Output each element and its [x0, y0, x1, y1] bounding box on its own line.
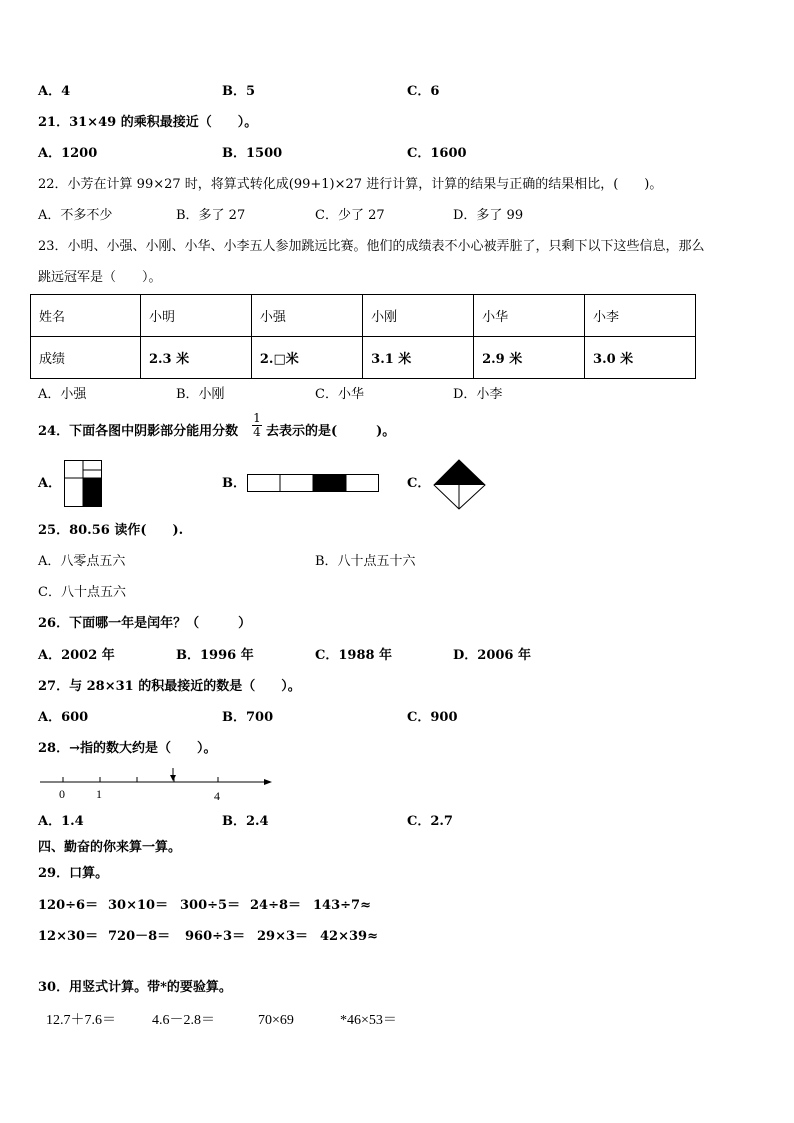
q22-option-b: B．多了 27: [176, 208, 246, 223]
q21-option-c: C．1600: [407, 146, 467, 161]
table-cell: 小明: [140, 295, 251, 337]
tick-label: 1: [96, 787, 102, 801]
q24-stem-after: 去表示的是( )。: [266, 424, 396, 439]
q21-option-b: B．1500: [222, 146, 283, 161]
q26-stem: 26．下面哪一年是闰年？（ ）: [38, 616, 252, 631]
q30-item: *46×53＝: [340, 1013, 397, 1028]
q27-option-a: A．600: [38, 710, 89, 725]
table-row: [31, 337, 696, 379]
q22-option-a: A．不多不少: [38, 208, 113, 223]
q22-stem: 22．小芳在计算 99×27 时，将算式转化成(99+1)×27 进行计算，计算的结果与正确的结果相比，( )。: [38, 177, 663, 192]
q29-stem: 29．口算。: [38, 866, 109, 881]
q30-stem: 30．用竖式计算。带*的要验算。: [38, 980, 232, 995]
q23-option-d: D．小李: [453, 387, 503, 402]
q26-option-c: C．1988 年: [315, 648, 393, 663]
q22-option-c: C．少了 27: [315, 208, 385, 223]
q24-option-a: A．: [38, 476, 62, 491]
q30-item: 12.7＋7.6＝: [46, 1013, 116, 1028]
number-line-arrowhead: [264, 779, 272, 785]
tick-label: 0: [59, 787, 65, 801]
fraction-denominator: 4: [253, 425, 261, 439]
number-line: [36, 766, 276, 804]
q20-option-a: A．4: [38, 84, 71, 99]
q20-option-b: B．5: [222, 84, 256, 99]
q20-option-c: C．6: [407, 84, 440, 99]
q27-option-c: C．900: [407, 710, 458, 725]
q29-item: 960÷3＝: [185, 929, 246, 944]
q25-option-b: B．八十点五十六: [315, 554, 416, 569]
table-row: [31, 295, 696, 337]
q29-item: 12×30＝: [38, 929, 99, 944]
tick-label: 4: [214, 789, 220, 803]
q26-option-b: B．1996 年: [176, 648, 254, 663]
q24-stem-before: 24．下面各图中阴影部分能用分数: [38, 424, 239, 439]
q24-option-b: B．: [222, 476, 246, 491]
figure-c-diamond: [433, 459, 487, 511]
q28-stem: 28．→指的数大约是（ ）。: [38, 741, 217, 756]
q25-stem: 25．80.56 读作( ).: [38, 523, 184, 538]
q29-item: 30×10＝: [108, 898, 169, 913]
fraction-numerator: 1: [253, 411, 261, 425]
q28-option-a: A．1.4: [38, 814, 84, 829]
figure-b-strip: [247, 474, 380, 493]
q26-option-d: D．2006 年: [453, 648, 531, 663]
q25-option-c: C．八十点五六: [38, 585, 126, 600]
table-cell: 3.0 米: [585, 337, 696, 379]
q21-option-a: A．1200: [38, 146, 98, 161]
table-cell: 2.3 米: [140, 337, 251, 379]
q27-stem: 27．与 28×31 的积最接近的数是（ ）。: [38, 679, 301, 694]
table-cell: 小强: [251, 295, 362, 337]
table-cell: 小李: [585, 295, 696, 337]
table-cell: 成绩: [31, 337, 141, 379]
q29-item: 720－8＝: [108, 929, 171, 944]
q29-item: 120÷6＝: [38, 898, 99, 913]
q30-item: 4.6－2.8＝: [152, 1013, 215, 1028]
q29-item: 29×3＝: [257, 929, 309, 944]
q23-option-c: C．小华: [315, 387, 364, 402]
q29-item: 24÷8＝: [250, 898, 302, 913]
table-cell: 小刚: [363, 295, 474, 337]
scores-table: [30, 294, 696, 379]
q23-stem-line2: 跳远冠军是（ ）。: [38, 270, 162, 285]
q21-stem: 21．31×49 的乘积最接近（ ）。: [38, 115, 258, 130]
table-cell: 3.1 米: [363, 337, 474, 379]
figure-a-grid: [64, 460, 104, 508]
q27-option-b: B．700: [222, 710, 274, 725]
q28-option-c: C．2.7: [407, 814, 453, 829]
table-cell: 2.9 米: [474, 337, 585, 379]
q26-option-a: A．2002 年: [38, 648, 115, 663]
q30-item: 70×69: [258, 1013, 294, 1028]
q28-option-b: B．2.4: [222, 814, 269, 829]
pointer-arrowhead: [170, 775, 176, 781]
q23-option-b: B．小刚: [176, 387, 225, 402]
table-cell: 姓名: [31, 295, 141, 337]
q23-option-a: A．小强: [38, 387, 87, 402]
table-cell: 2.□米: [251, 337, 362, 379]
q29-item: 300÷5＝: [180, 898, 241, 913]
q24-option-c: C．: [407, 476, 431, 491]
q25-option-a: A．八零点五六: [38, 554, 126, 569]
q22-option-d: D．多了 99: [453, 208, 524, 223]
fraction: [252, 412, 262, 439]
q29-item: 143÷7≈: [313, 898, 371, 913]
q23-stem-line1: 23．小明、小强、小刚、小华、小李五人参加跳远比赛。他们的成绩表不小心被弄脏了，只剩下以下这些信息，那么: [38, 239, 705, 254]
q29-item: 42×39≈: [320, 929, 378, 944]
section-heading: 四、勤奋的你来算一算。: [38, 840, 182, 855]
table-cell: 小华: [474, 295, 585, 337]
